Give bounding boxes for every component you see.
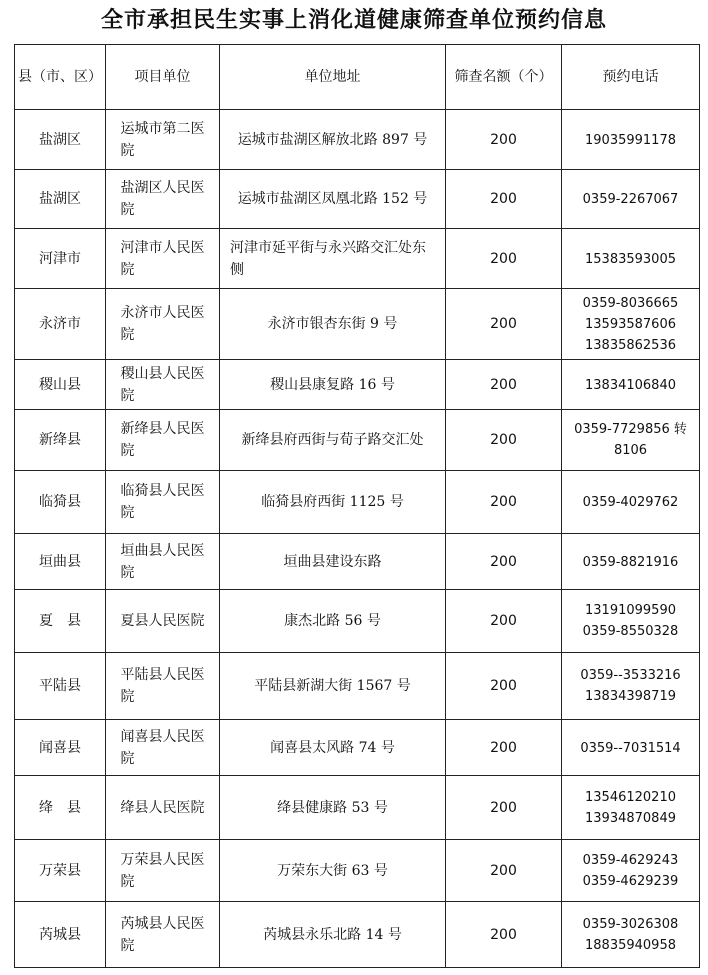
unit-name: 临猗县人民医院 — [120, 483, 205, 521]
cell-phone — [562, 471, 700, 534]
cell-address — [220, 534, 446, 590]
cell-phone — [562, 229, 700, 289]
address-text: 稷山县康复路 16 号 — [270, 376, 395, 393]
phone-number: 0359--3533216 — [580, 668, 681, 683]
phone-number: 13835862536 — [585, 337, 676, 353]
unit-name: 闻喜县人民医院 — [120, 728, 205, 767]
table-row — [15, 590, 700, 653]
table-row — [15, 410, 700, 471]
phone-number: 13834398719 — [585, 689, 676, 704]
phone-number: 13834106840 — [585, 377, 676, 393]
cell-address — [220, 902, 446, 968]
cell-unit — [106, 471, 220, 534]
cell-phone — [562, 110, 700, 170]
address-text: 芮城县永乐北路 14 号 — [263, 926, 402, 943]
cell-quota: 200 — [446, 289, 562, 360]
cell-county: 绛 县 — [15, 776, 106, 840]
cell-phone — [562, 170, 700, 229]
cell-county: 临猗县 — [15, 471, 106, 534]
phone-list — [580, 665, 680, 707]
phone-number: 0359-2267067 — [582, 192, 679, 207]
screening-table — [14, 44, 700, 968]
cell-phone — [562, 840, 700, 902]
address-text: 平陆县新湖大街 1567 号 — [254, 678, 411, 694]
table-row — [15, 360, 700, 410]
unit-name: 盐湖区人民医院 — [120, 180, 205, 218]
phone-number: 15383593005 — [585, 251, 676, 267]
phone-number: 0359-4629239 — [582, 873, 679, 889]
phone-number: 0359--7031514 — [580, 740, 681, 756]
phone-list — [585, 787, 676, 829]
unit-name: 运城市第二医院 — [120, 120, 205, 159]
phone-number: 13546120210 — [585, 789, 676, 805]
unit-name: 绛县人民医院 — [120, 799, 205, 816]
cell-phone — [562, 410, 700, 471]
phone-list — [585, 249, 676, 270]
address-text: 河津市延平街与永兴路交汇处东侧 — [230, 239, 426, 278]
table-header-row — [15, 45, 700, 110]
table-row — [15, 229, 700, 289]
address-text: 运城市盐湖区解放北路 897 号 — [237, 131, 428, 148]
phone-number: 13593587606 — [585, 316, 676, 332]
cell-address — [220, 360, 446, 410]
cell-county: 永济市 — [15, 289, 106, 360]
cell-quota: 200 — [446, 110, 562, 170]
cell-address — [220, 840, 446, 902]
header-quota: 筛查名额（个） — [446, 45, 562, 110]
cell-quota: 200 — [446, 229, 562, 289]
cell-phone — [562, 534, 700, 590]
unit-name: 平陆县人民医院 — [120, 667, 205, 705]
cell-phone — [562, 902, 700, 968]
unit-name: 稷山县人民医院 — [120, 365, 205, 404]
header-county: 县（市、区） — [15, 45, 106, 110]
phone-list — [580, 738, 680, 759]
phone-list — [583, 189, 679, 210]
cell-address — [220, 471, 446, 534]
cell-quota: 200 — [446, 653, 562, 720]
phone-list — [583, 492, 679, 513]
cell-county: 垣曲县 — [15, 534, 106, 590]
cell-county: 盐湖区 — [15, 170, 106, 229]
address-text: 闻喜县太风路 74 号 — [270, 739, 395, 756]
cell-unit — [106, 776, 220, 840]
table-row — [15, 471, 700, 534]
phone-list — [572, 419, 690, 461]
cell-county: 稷山县 — [15, 360, 106, 410]
address-text: 新绛县府西街与荀子路交汇处 — [241, 432, 424, 448]
cell-phone — [562, 360, 700, 410]
phone-number: 13191099590 — [585, 603, 676, 618]
cell-quota: 200 — [446, 902, 562, 968]
cell-address — [220, 720, 446, 776]
cell-quota: 200 — [446, 720, 562, 776]
address-text: 永济市银杏东街 9 号 — [267, 316, 398, 332]
cell-unit — [106, 590, 220, 653]
cell-address — [220, 653, 446, 720]
phone-list — [583, 600, 679, 642]
cell-unit — [106, 720, 220, 776]
phone-number: 13934870849 — [585, 810, 676, 826]
cell-quota: 200 — [446, 590, 562, 653]
cell-unit — [106, 534, 220, 590]
cell-county: 河津市 — [15, 229, 106, 289]
unit-name: 垣曲县人民医院 — [120, 542, 205, 581]
cell-unit — [106, 229, 220, 289]
phone-number: 0359-4029762 — [582, 495, 679, 510]
cell-county: 夏 县 — [15, 590, 106, 653]
phone-number: 0359-8036665 — [582, 295, 679, 311]
unit-name: 永济市人民医院 — [120, 305, 205, 343]
cell-address — [220, 110, 446, 170]
phone-list — [583, 293, 679, 356]
cell-county: 盐湖区 — [15, 110, 106, 170]
cell-phone — [562, 720, 700, 776]
unit-name: 新绛县人民医院 — [120, 421, 205, 459]
address-text: 垣曲县建设东路 — [283, 553, 382, 570]
cell-quota: 200 — [446, 534, 562, 590]
table-row — [15, 902, 700, 968]
phone-number: 0359-7729856 转 8106 — [574, 422, 687, 458]
header-phone: 预约电话 — [562, 45, 700, 110]
cell-county: 芮城县 — [15, 902, 106, 968]
address-text: 万荣东大街 63 号 — [277, 862, 388, 879]
table-row — [15, 289, 700, 360]
phone-number: 0359-8821916 — [582, 554, 679, 570]
address-text: 康杰北路 56 号 — [284, 613, 381, 629]
phone-list — [583, 552, 679, 573]
cell-quota: 200 — [446, 410, 562, 471]
cell-county: 新绛县 — [15, 410, 106, 471]
unit-name: 夏县人民医院 — [120, 613, 205, 629]
cell-address — [220, 229, 446, 289]
address-text: 绛县健康路 53 号 — [277, 799, 388, 816]
header-unit: 项目单位 — [106, 45, 220, 110]
phone-number: 19035991178 — [585, 132, 676, 148]
phone-list — [583, 914, 679, 956]
cell-unit — [106, 289, 220, 360]
table-row — [15, 110, 700, 170]
cell-phone — [562, 289, 700, 360]
cell-quota: 200 — [446, 471, 562, 534]
phone-list — [583, 850, 679, 892]
cell-quota: 200 — [446, 776, 562, 840]
cell-unit — [106, 653, 220, 720]
phone-list — [585, 130, 676, 151]
address-text: 运城市盐湖区凤凰北路 152 号 — [237, 191, 428, 207]
cell-address — [220, 289, 446, 360]
unit-name: 万荣县人民医院 — [120, 851, 205, 890]
phone-number: 0359-4629243 — [582, 852, 679, 868]
unit-name: 芮城县人民医院 — [120, 915, 205, 954]
table-row — [15, 720, 700, 776]
cell-phone — [562, 653, 700, 720]
phone-number: 0359-3026308 — [582, 916, 679, 932]
cell-address — [220, 590, 446, 653]
unit-name: 河津市人民医院 — [120, 239, 205, 278]
cell-phone — [562, 590, 700, 653]
table-row — [15, 776, 700, 840]
address-text: 临猗县府西街 1125 号 — [261, 494, 404, 510]
phone-number: 0359-8550328 — [582, 624, 679, 639]
cell-phone — [562, 776, 700, 840]
table-row — [15, 534, 700, 590]
cell-address — [220, 776, 446, 840]
cell-county: 万荣县 — [15, 840, 106, 902]
cell-address — [220, 410, 446, 471]
phone-number: 18835940958 — [585, 937, 676, 953]
table-row — [15, 840, 700, 902]
cell-unit — [106, 170, 220, 229]
cell-county: 平陆县 — [15, 653, 106, 720]
phone-list — [585, 375, 676, 396]
cell-unit — [106, 410, 220, 471]
cell-quota: 200 — [446, 360, 562, 410]
cell-unit — [106, 840, 220, 902]
table-body — [15, 110, 700, 968]
cell-unit — [106, 902, 220, 968]
cell-county: 闻喜县 — [15, 720, 106, 776]
cell-unit — [106, 110, 220, 170]
cell-address — [220, 170, 446, 229]
header-address: 单位地址 — [220, 45, 446, 110]
table-row — [15, 653, 700, 720]
cell-unit — [106, 360, 220, 410]
table-row — [15, 170, 700, 229]
cell-quota: 200 — [446, 170, 562, 229]
cell-quota: 200 — [446, 840, 562, 902]
page-title: 全市承担民生实事上消化道健康筛查单位预约信息 — [100, 8, 607, 33]
